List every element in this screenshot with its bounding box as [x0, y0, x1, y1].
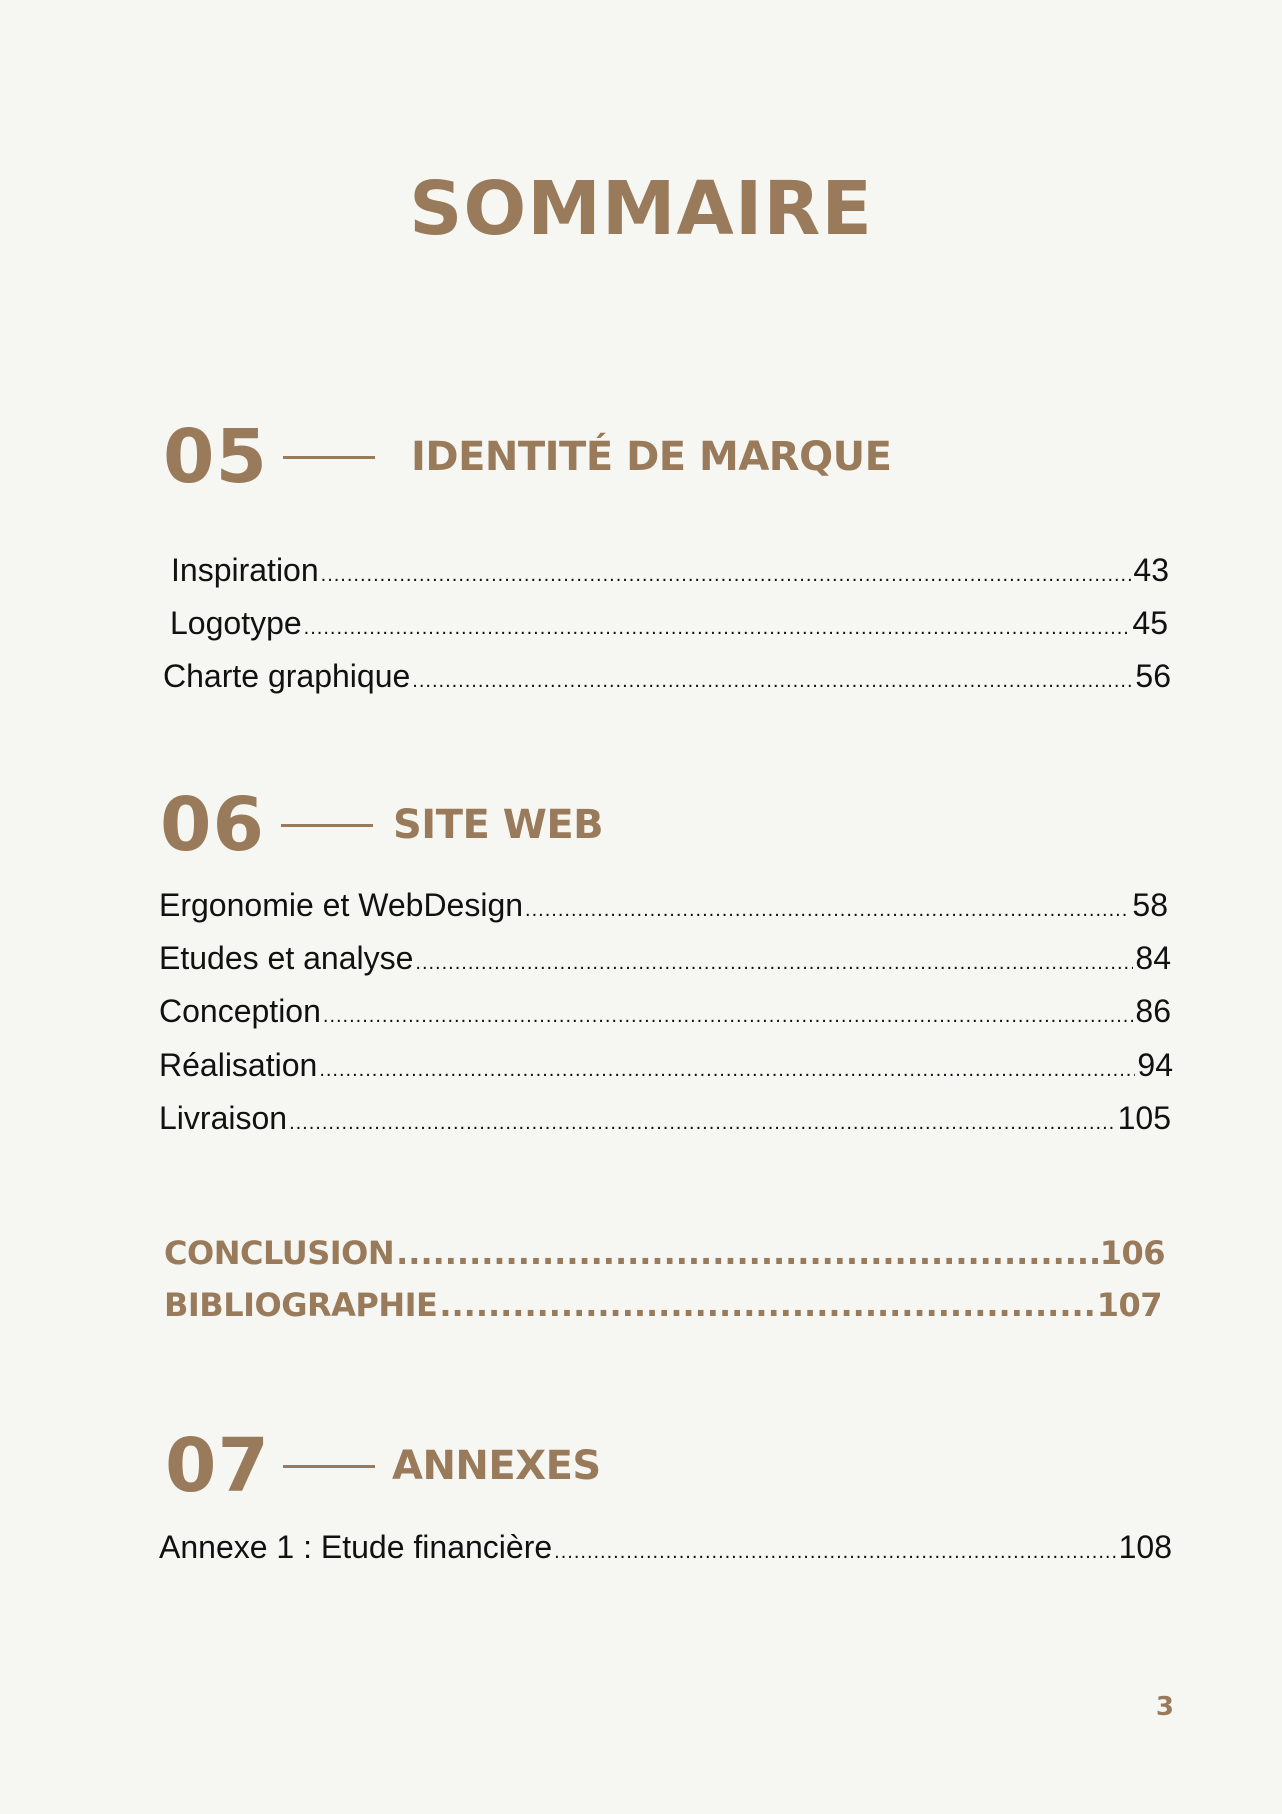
- toc-entry-page: 107: [1096, 1286, 1162, 1324]
- toc-entry-page: 105: [1117, 1100, 1171, 1136]
- toc-entry-charte-graphique[interactable]: [163, 656, 1171, 701]
- toc-entry-page: 43: [1133, 552, 1169, 588]
- toc-entry-label: Logotype: [170, 605, 302, 641]
- toc-entry-realisation[interactable]: [159, 1045, 1173, 1090]
- toc-entry-inspiration[interactable]: [171, 550, 1169, 595]
- section-divider: [283, 1465, 375, 1468]
- toc-entry-page: 84: [1135, 940, 1171, 976]
- toc-entry-page: 108: [1118, 1529, 1172, 1565]
- dot-leader: [525, 890, 1130, 930]
- dot-leader: [439, 1285, 1094, 1325]
- toc-entry-label: Réalisation: [159, 1047, 318, 1083]
- dot-leader: [415, 943, 1133, 983]
- section-07-header: [165, 1421, 925, 1511]
- toc-entry-bibliographie[interactable]: [164, 1285, 1162, 1325]
- dot-leader: [321, 555, 1132, 595]
- section-divider: [281, 824, 373, 827]
- toc-entry-ergonomie[interactable]: [159, 885, 1168, 930]
- toc-entry-label: Livraison: [159, 1100, 288, 1136]
- dot-leader: [412, 661, 1133, 701]
- toc-entry-page: 58: [1132, 887, 1168, 923]
- dot-leader: [289, 1103, 1116, 1143]
- toc-entry-page: 56: [1135, 658, 1171, 694]
- toc-entry-page: 94: [1137, 1047, 1173, 1083]
- toc-entry-label: Annexe 1 : Etude financière: [159, 1529, 553, 1565]
- toc-entry-annexe-1[interactable]: [159, 1527, 1172, 1572]
- toc-entry-page: 86: [1135, 993, 1171, 1029]
- section-title: SITE WEB: [393, 802, 604, 848]
- toc-entry-etudes[interactable]: [159, 938, 1171, 983]
- section-05-header: [163, 412, 923, 502]
- toc-entry-page: 106: [1099, 1234, 1165, 1272]
- page-number: 3: [1155, 1692, 1174, 1722]
- dot-leader: [396, 1233, 1098, 1273]
- toc-entry-logotype[interactable]: [170, 603, 1168, 648]
- toc-entry-label: Inspiration: [171, 552, 319, 588]
- dot-leader: [304, 608, 1131, 648]
- toc-entry-conclusion[interactable]: [164, 1233, 1165, 1273]
- toc-entry-label: Etudes et analyse: [159, 940, 414, 976]
- section-06-header: [160, 780, 920, 870]
- section-number: 06: [160, 782, 265, 868]
- section-title: ANNEXES: [392, 1443, 601, 1489]
- section-number: 07: [165, 1423, 270, 1509]
- toc-entry-label: BIBLIOGRAPHIE: [164, 1286, 438, 1324]
- toc-entry-conception[interactable]: [159, 991, 1171, 1036]
- toc-entry-livraison[interactable]: [159, 1098, 1171, 1143]
- dot-leader: [319, 1050, 1135, 1090]
- toc-entry-page: 45: [1132, 605, 1168, 641]
- section-number: 05: [163, 414, 268, 500]
- section-title: IDENTITÉ DE MARQUE: [411, 434, 892, 480]
- dot-leader: [323, 996, 1134, 1036]
- toc-entry-label: Charte graphique: [163, 658, 411, 694]
- toc-entry-label: Conception: [159, 993, 321, 1029]
- dot-leader: [554, 1532, 1116, 1572]
- toc-entry-label: CONCLUSION: [164, 1234, 395, 1272]
- section-divider: [283, 456, 375, 459]
- toc-entry-label: Ergonomie et WebDesign: [159, 887, 524, 923]
- page-title: SOMMAIRE: [409, 165, 873, 252]
